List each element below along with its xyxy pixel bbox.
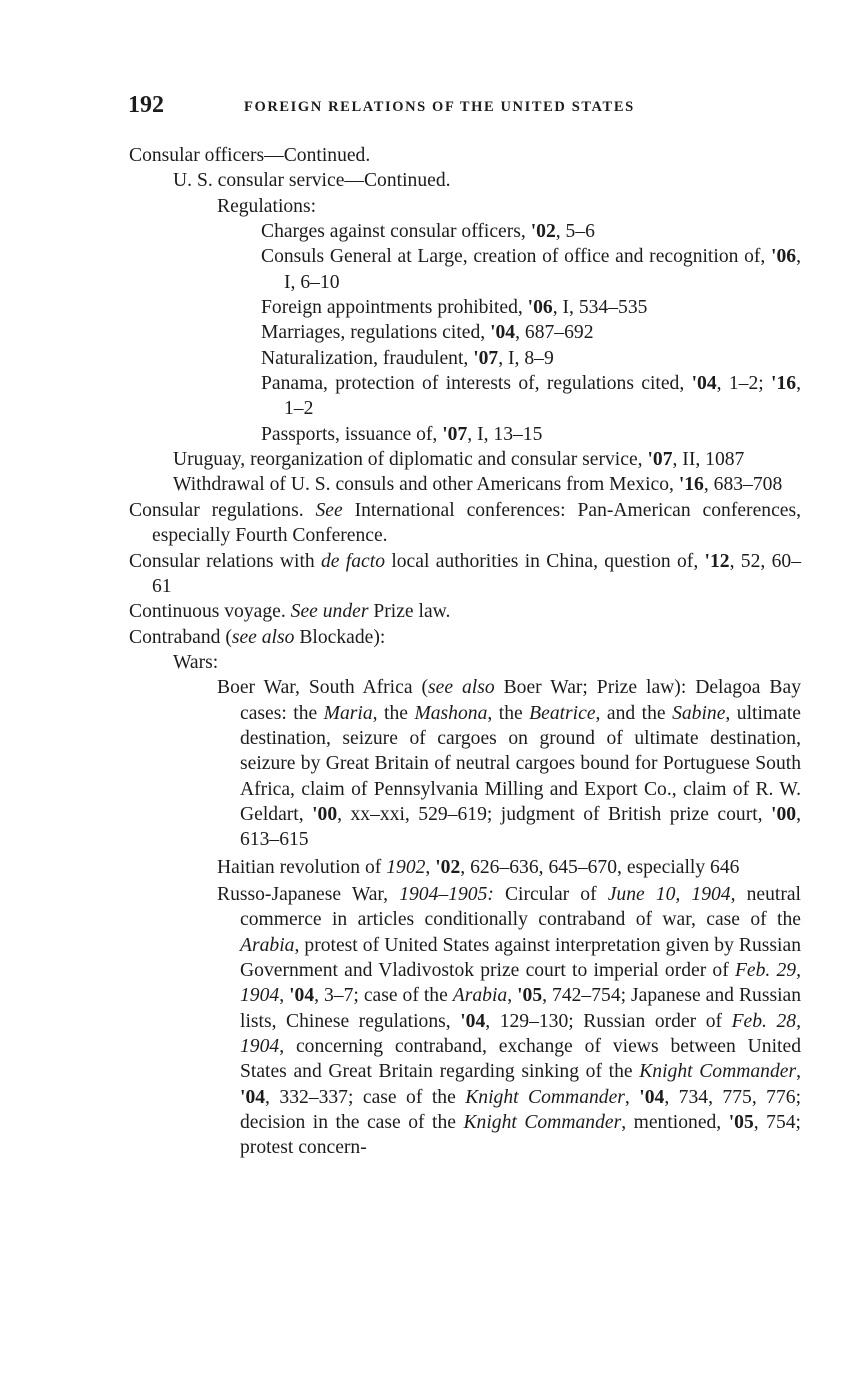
index-entry-consular-relations: Consular relations with de facto local authorities in China, question of, '12, 52, 60–61 — [129, 550, 802, 597]
running-title: FOREIGN RELATIONS OF THE UNITED STATES — [244, 99, 635, 115]
index-entry-russo-japanese-war: Russo-Japanese War, 1904–1905: Circular of June 10, 1904, neutral commerce in articles conditionally contraband of war, case of the Arabia, protest of United States against interpretation given by Russian Government and Vladivostok prize court to imperial order of Feb. 29, 1904, '04, 3–7; case of the Arabia, '05, 742–754; Japanese and Russian lists, Chinese regulations, '04, 129–130; Russian order of Feb. 28, 1904, concerning contraband, exchange of views between United States and Great Britain regarding sinking of the Knight Commander, '04, 332–337; case of the Knight Commander, '04, 734, 775, 776; decision in the case of the Knight Commander, mentioned, '05, 754; protest concern- — [217, 883, 802, 1159]
index-entry-continuous-voyage: Continuous voyage. See under Prize law. — [129, 601, 451, 623]
index-entry-us-consular-service: U. S. consular service—Continued. — [173, 170, 451, 192]
index-entry-wars: Wars: — [173, 651, 219, 673]
index-entry-marriages: Marriages, regulations cited, '04, 687–692 — [261, 322, 594, 344]
index-entry-uruguay: Uruguay, reorganization of diplomatic and consular service, '07, II, 1087 — [173, 449, 745, 471]
index-entry-boer-war: Boer War, South Africa (see also Boer War; Prize law): Delagoa Bay cases: the Maria, the Mashona, the Beatrice, and the Sabine, ultimate destination, seizure of cargoes on ground of ultimate destination, seizure by Great Britain of neutral cargoes bound for Portuguese South Africa, claim of Pennsylvania Milling and Export Co., claim of R. W. Geldart, '00, xx–xxi, 529–619; judgment of British prize court, '00, 613–615 — [217, 677, 801, 851]
index-entry-consular-officers: Consular officers—Continued. — [129, 145, 371, 166]
index-entry-regulations: Regulations: — [217, 195, 317, 217]
index-entry-contraband: Contraband (see also Blockade): — [129, 626, 386, 648]
index-entry-haitian-revolution: Haitian revolution of 1902, '02, 626–636, 645–670, especially 646 — [217, 856, 740, 878]
index-entry-passports: Passports, issuance of, '07, I, 13–15 — [261, 423, 543, 445]
index-entry-charges: Charges against consular officers, '02, 5–6 — [261, 221, 595, 243]
page-header — [128, 92, 808, 124]
index-entry-naturalization: Naturalization, fraudulent, '07, I, 8–9 — [261, 347, 554, 369]
page-number: 192 — [128, 92, 164, 118]
index-entry-consular-regulations: Consular regulations. See International conferences: Pan-American conferences, especially Fourth Conference. — [129, 499, 801, 547]
index-entry-consuls-general: Consuls General at Large, creation of office and recognition of, '06, I, 6–10 — [261, 246, 801, 293]
index-entry-panama: Panama, protection of interests of, regulations cited, '04, 1–2; '16, 1–2 — [261, 373, 801, 420]
index-entry-withdrawal: Withdrawal of U. S. consuls and other Americans from Mexico, '16, 683–708 — [173, 474, 783, 496]
index-entry-foreign-appointments: Foreign appointments prohibited, '06, I, 534–535 — [261, 297, 648, 319]
index-body — [129, 143, 801, 1161]
